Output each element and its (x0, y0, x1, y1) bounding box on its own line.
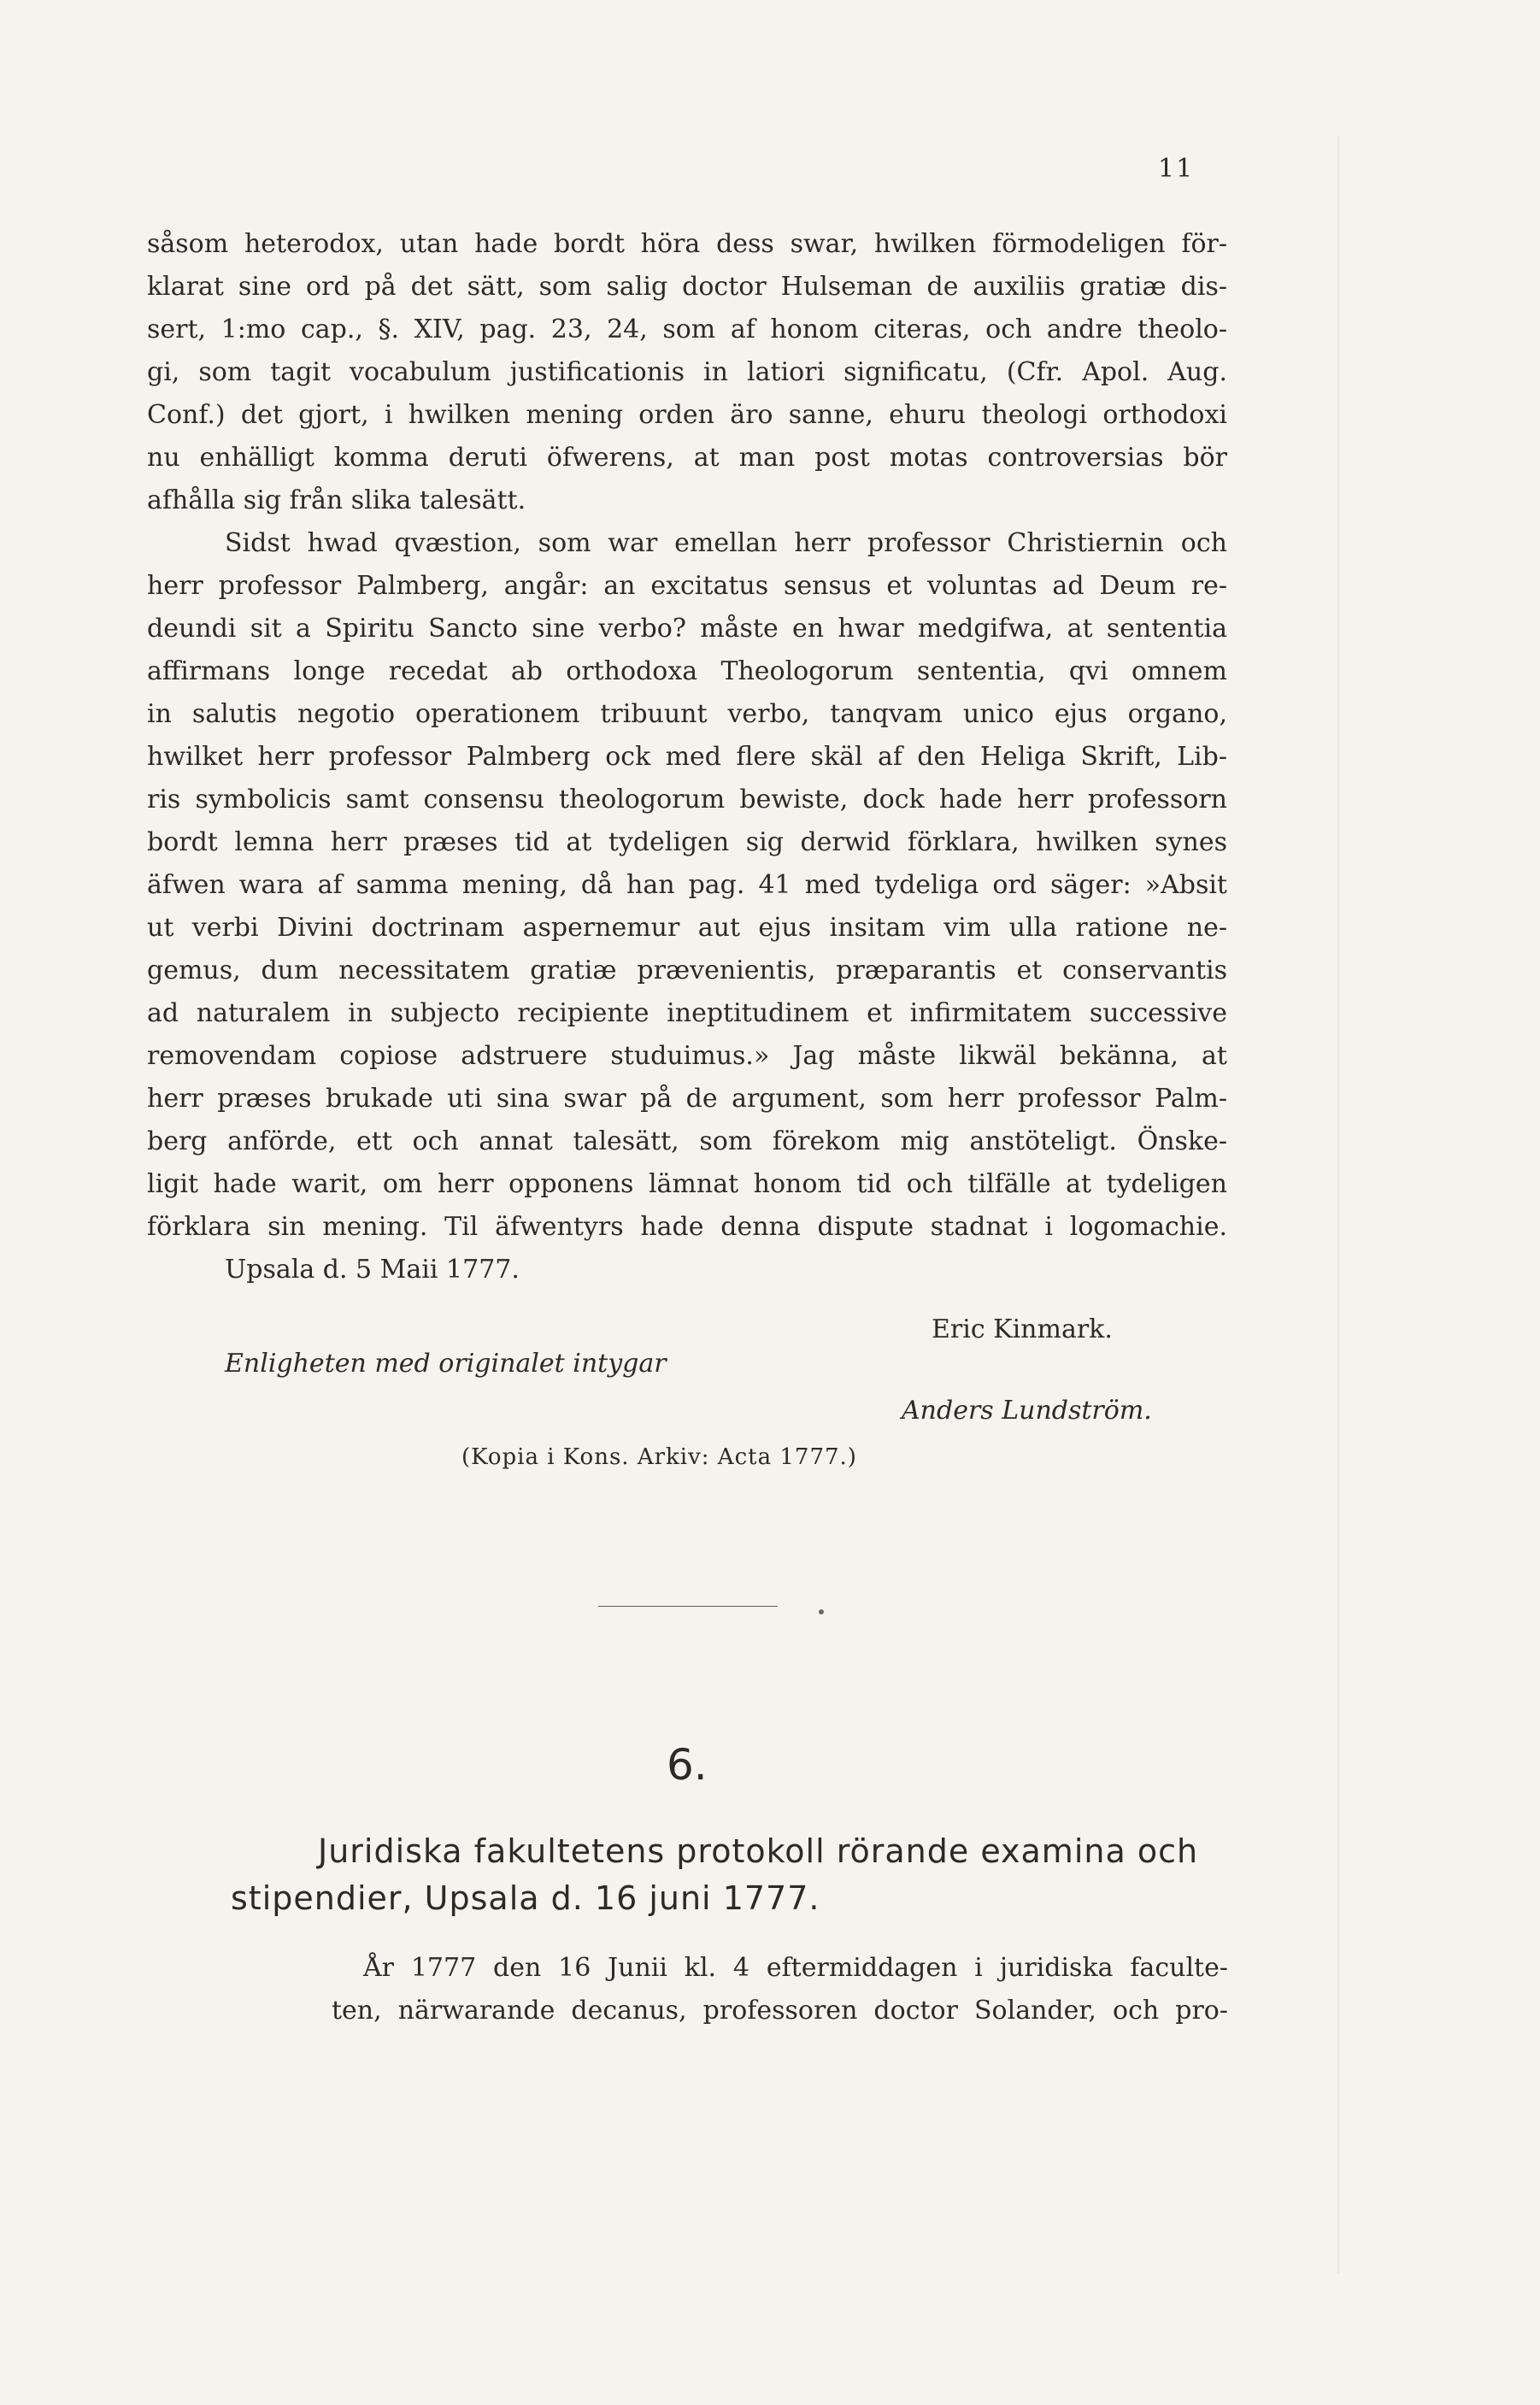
text-line: ris symbolicis samt consensu theologorum bewiste, dock hade herr professorn (147, 785, 1227, 814)
heading-line: Juridiska fakultetens protokoll rörande examina och (318, 1832, 1199, 1870)
text-line: berg anförde, ett och annat talesätt, som förekom mig anstöteligt. Önske- (147, 1126, 1227, 1156)
source-note: (Kopia i Kons. Arkiv: Acta 1777.) (461, 1444, 857, 1470)
text-line: deundi sit a Spiritu Sancto sine verbo? måste en hwar medgifwa, at sententia (147, 614, 1227, 644)
text-line: ligit hade warit, om herr opponens lämnat honom tid och tilfälle at tydeligen (147, 1169, 1227, 1199)
divider-dot (819, 1609, 824, 1614)
heading-line: stipendier, Upsala d. 16 juni 1777. (231, 1879, 820, 1917)
text-line: klarat sine ord på det sätt, som salig doctor Hulseman de auxiliis gratiæ dis- (147, 272, 1227, 302)
page-edge-shadow (1337, 137, 1339, 2273)
text-line: herr professor Palmberg, angår: an excitatus sensus et voluntas ad Deum re- (147, 571, 1227, 601)
text-line: removendam copiose adstruere studuimus.» Jag måste likwäl bekänna, at (147, 1041, 1227, 1071)
dateline: Upsala d. 5 Maii 1777. (225, 1255, 520, 1285)
text-line: äfwen wara af samma mening, då han pag. 41 med tydeliga ord säger: »Absit (147, 870, 1227, 900)
text-line: gi, som tagit vocabulum justificationis in latiori significatu, (Cfr. Apol. Aug. (147, 357, 1227, 387)
text-line: nu enhälligt komma deruti öfwerens, at man post motas controversias bör (147, 443, 1227, 473)
text-line: hwilket herr professor Palmberg ock med flere skäl af den Heliga Skrift, Lib- (147, 742, 1227, 772)
text-line: ten, närwarande decanus, professoren doctor Solander, och pro- (332, 1996, 1228, 2026)
text-line: in salutis negotio operationem tribuunt verbo, tanqvam unico ejus organo, (147, 699, 1227, 729)
text-line: förklara sin mening. Til äfwentyrs hade denna dispute stadnat i logomachie. (147, 1212, 1227, 1242)
text-line: såsom heterodox, utan hade bordt höra dess swar, hwilken förmodeligen för- (147, 229, 1227, 259)
signature-anders-lundstrom: Anders Lundström. (902, 1396, 1152, 1426)
page-number: 11 (1158, 154, 1195, 184)
text-line: ad naturalem in subjecto recipiente ineptitudinem et infirmitatem successive (147, 998, 1227, 1028)
text-line: afhålla sig från slika talesätt. (147, 485, 526, 515)
text-line: År 1777 den 16 Junii kl. 4 eftermiddagen i juridiska faculte- (363, 1953, 1228, 1983)
text-line: bordt lemna herr præses tid at tydeligen sig derwid förklara, hwilken synes (147, 827, 1227, 857)
section-divider (598, 1606, 778, 1607)
text-line: Sidst hwad qvæstion, som war emellan herr professor Christiernin och (225, 528, 1227, 558)
text-line: ut verbi Divini doctrinam aspernemur aut ejus insitam vim ulla ratione ne- (147, 913, 1227, 943)
section-number: 6. (667, 1740, 708, 1790)
text-line: affirmans longe recedat ab orthodoxa Theologorum sententia, qvi omnem (147, 656, 1227, 686)
signature-eric-kinmark: Eric Kinmark. (932, 1314, 1113, 1344)
text-line: Conf.) det gjort, i hwilken mening orden äro sanne, ehuru theologi orthodoxi (147, 400, 1227, 430)
text-line: gemus, dum necessitatem gratiæ prævenientis, præparantis et conservantis (147, 956, 1227, 985)
text-line: sert, 1:mo cap., §. XIV, pag. 23, 24, som af honom citeras, och andre theolo- (147, 315, 1227, 344)
text-line: herr præses brukade uti sina swar på de argument, som herr professor Palm- (147, 1084, 1227, 1114)
attestation: Enligheten med originalet intygar (225, 1349, 667, 1379)
